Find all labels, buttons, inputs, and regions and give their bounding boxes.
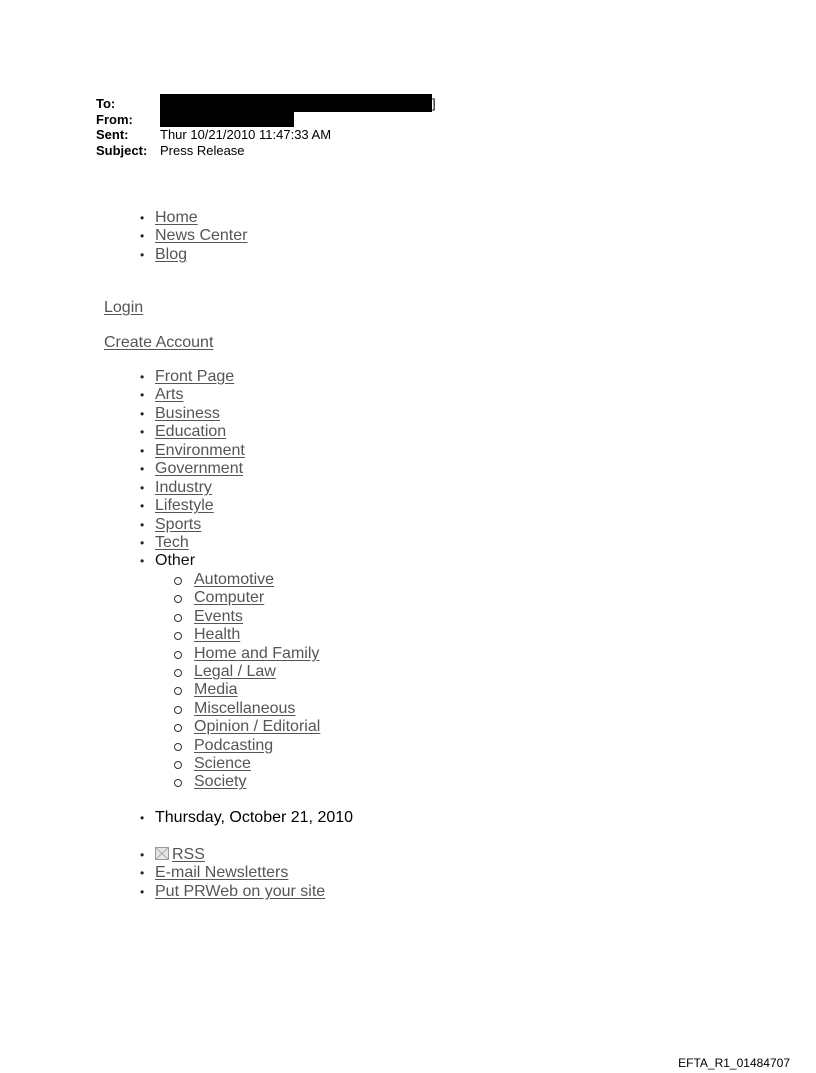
bullet-icon: • bbox=[140, 211, 145, 225]
category-link-lifestyle[interactable]: Lifestyle bbox=[155, 497, 214, 515]
bullet-icon: • bbox=[140, 462, 145, 477]
bullet-icon: • bbox=[140, 848, 145, 862]
category-item bbox=[140, 423, 245, 441]
subcategory-item bbox=[174, 608, 320, 626]
category-item bbox=[140, 516, 245, 534]
to-trailing-bracket: ] bbox=[432, 96, 436, 111]
bullet-icon: • bbox=[140, 370, 145, 384]
to-label: To: bbox=[96, 96, 116, 111]
home-link[interactable]: Home bbox=[155, 209, 198, 226]
top-nav-list bbox=[140, 209, 247, 264]
from-label: From: bbox=[96, 111, 133, 127]
subcategory-item bbox=[174, 571, 320, 589]
category-item bbox=[140, 460, 245, 478]
footer-item-put-prweb bbox=[140, 883, 325, 901]
subcategory-item bbox=[174, 663, 320, 681]
footer-item-rss bbox=[140, 846, 325, 864]
subcategory-item bbox=[174, 718, 320, 736]
category-item bbox=[140, 497, 245, 515]
circle-bullet-icon bbox=[174, 724, 182, 732]
login-link[interactable]: Login bbox=[104, 299, 144, 316]
bullet-icon: • bbox=[140, 388, 145, 403]
bullet-icon: • bbox=[140, 229, 145, 244]
circle-bullet-icon bbox=[174, 761, 182, 769]
subcategory-link-opinion-editorial[interactable]: Opinion / Editorial bbox=[194, 718, 321, 736]
current-date: Thursday, October 21, 2010 bbox=[155, 809, 354, 826]
subcategory-item bbox=[174, 773, 320, 791]
subject-value: Press Release bbox=[160, 142, 245, 158]
redaction-bar-to bbox=[160, 94, 432, 112]
circle-bullet-icon bbox=[174, 743, 182, 751]
bullet-icon: • bbox=[140, 406, 145, 421]
bullet-icon: • bbox=[140, 884, 145, 899]
subcategory-link-science[interactable]: Science bbox=[194, 754, 251, 772]
subcategory-item bbox=[174, 589, 320, 607]
news-center-link[interactable]: News Center bbox=[155, 227, 248, 245]
category-link-sports[interactable]: Sports bbox=[155, 515, 202, 533]
bullet-icon: • bbox=[140, 535, 145, 550]
circle-bullet-icon bbox=[174, 779, 182, 787]
blog-link[interactable]: Blog bbox=[155, 245, 188, 263]
category-nav-list bbox=[140, 368, 245, 571]
category-link-tech[interactable]: Tech bbox=[155, 533, 189, 551]
category-item bbox=[140, 386, 245, 404]
rss-link[interactable]: RSS bbox=[172, 846, 205, 863]
subcategory-item bbox=[174, 700, 320, 718]
subcategory-link-society[interactable]: Society bbox=[194, 773, 247, 791]
circle-bullet-icon bbox=[174, 706, 182, 714]
sent-label: Sent: bbox=[96, 127, 129, 142]
date-list bbox=[140, 809, 353, 827]
email-header bbox=[96, 96, 436, 158]
category-link-industry[interactable]: Industry bbox=[155, 478, 212, 496]
bullet-icon: • bbox=[140, 247, 145, 262]
sent-row bbox=[96, 127, 331, 143]
bullet-icon: • bbox=[140, 443, 145, 458]
subject-row bbox=[96, 143, 331, 159]
category-item bbox=[140, 479, 245, 497]
subcategory-link-computer[interactable]: Computer bbox=[194, 589, 265, 607]
top-nav-item-blog bbox=[140, 246, 247, 264]
category-link-education[interactable]: Education bbox=[155, 423, 227, 441]
subcategory-link-automotive[interactable]: Automotive bbox=[194, 571, 275, 588]
subject-label: Subject: bbox=[96, 142, 148, 158]
category-link-business[interactable]: Business bbox=[155, 404, 220, 422]
category-link-arts[interactable]: Arts bbox=[155, 386, 184, 404]
bullet-icon: • bbox=[140, 499, 145, 514]
subcategory-link-home-and-family[interactable]: Home and Family bbox=[194, 644, 320, 662]
subcategory-item bbox=[174, 755, 320, 773]
bullet-icon: • bbox=[140, 517, 145, 532]
footer-link-list bbox=[140, 846, 325, 901]
category-link-front-page[interactable]: Front Page bbox=[155, 368, 235, 385]
category-link-government[interactable]: Government bbox=[155, 460, 244, 478]
bullet-icon: • bbox=[140, 866, 145, 881]
document-id: EFTA_R1_01484707 bbox=[678, 1056, 790, 1070]
category-item-other bbox=[140, 552, 245, 570]
circle-bullet-icon bbox=[174, 577, 182, 585]
date-item bbox=[140, 809, 353, 827]
category-item bbox=[140, 534, 245, 552]
bullet-icon: • bbox=[140, 811, 145, 825]
bullet-icon: • bbox=[140, 480, 145, 495]
subcategory-link-legal-law[interactable]: Legal / Law bbox=[194, 662, 276, 680]
subcategory-link-health[interactable]: Health bbox=[194, 626, 241, 644]
subcategory-link-podcasting[interactable]: Podcasting bbox=[194, 736, 274, 754]
top-nav-item-news-center bbox=[140, 227, 247, 245]
sent-value: Thur 10/21/2010 11:47:33 AM bbox=[160, 127, 332, 142]
subcategory-link-events[interactable]: Events bbox=[194, 607, 243, 625]
circle-bullet-icon bbox=[174, 669, 182, 677]
bullet-icon: • bbox=[140, 425, 145, 440]
circle-bullet-icon bbox=[174, 595, 182, 603]
create-account-link[interactable]: Create Account bbox=[104, 334, 214, 351]
category-link-environment[interactable]: Environment bbox=[155, 441, 245, 459]
redaction-bar-from bbox=[160, 112, 294, 127]
subcategory-item bbox=[174, 626, 320, 644]
subcategory-link-miscellaneous[interactable]: Miscellaneous bbox=[194, 699, 296, 717]
subcategory-item bbox=[174, 645, 320, 663]
footer-item-newsletters bbox=[140, 864, 325, 882]
broken-image-icon bbox=[155, 847, 169, 860]
category-item bbox=[140, 405, 245, 423]
subcategory-item bbox=[174, 681, 320, 699]
category-item bbox=[140, 368, 245, 386]
put-prweb-link[interactable]: Put PRWeb on your site bbox=[155, 882, 326, 900]
subcategory-link-media[interactable]: Media bbox=[194, 681, 238, 699]
top-nav-item-home bbox=[140, 209, 247, 227]
circle-bullet-icon bbox=[174, 651, 182, 659]
circle-bullet-icon bbox=[174, 614, 182, 622]
other-subcategory-list bbox=[174, 571, 320, 792]
category-item bbox=[140, 442, 245, 460]
category-label-other: Other bbox=[155, 552, 196, 570]
circle-bullet-icon bbox=[174, 632, 182, 640]
email-newsletters-link[interactable]: E-mail Newsletters bbox=[155, 864, 289, 882]
bullet-icon: • bbox=[140, 554, 145, 569]
subcategory-item bbox=[174, 737, 320, 755]
circle-bullet-icon bbox=[174, 687, 182, 695]
